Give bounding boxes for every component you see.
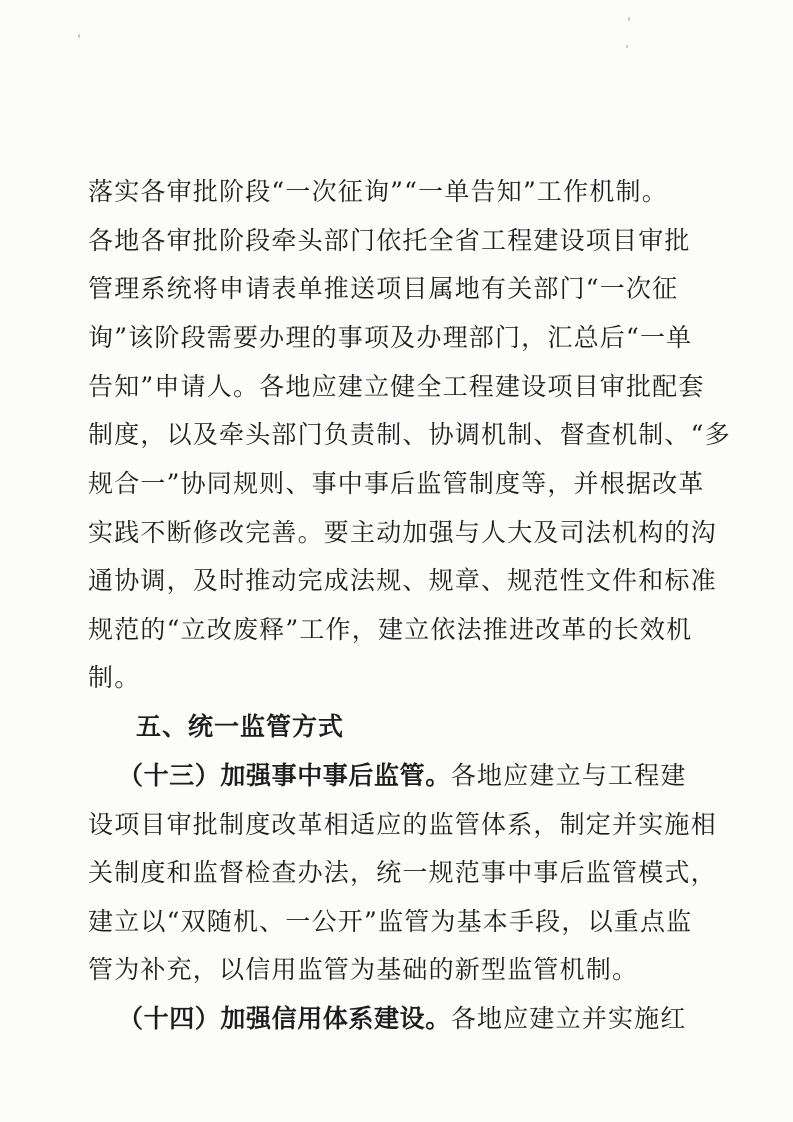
paragraph-line: 关制度和监督检查办法，统一规范事中事后监管模式， — [88, 858, 717, 887]
item-13-text: 各地应建立与工程建 — [450, 761, 687, 790]
paragraph-line: 各地各审批阶段牵头部门依托全省工程建设项目审批 — [88, 226, 691, 255]
section-heading: 五、统一监管方式 — [136, 712, 345, 741]
item-14-first-line — [118, 999, 713, 1039]
paragraph-line: 管为补充，以信用监管为基础的新型监管机制。 — [88, 955, 639, 984]
paragraph-line: 建立以“双随机、一公开”监管为基本手段，以重点监 — [88, 907, 693, 936]
paragraph-line: 通协调，及时推动完成法规、规章、规范性文件和标准 — [88, 566, 717, 595]
paragraph-line: 告知”申请人。各地应建立健全工程建设项目审批配套 — [88, 372, 705, 401]
item-14-title: （十四）加强信用体系建设。 — [118, 1004, 451, 1033]
paragraph-line: 管理系统将申请表单推送项目属地有关部门“一次征 — [88, 274, 679, 303]
scan-speck — [628, 17, 630, 21]
paragraph-line: 实践不断修改完善。要主动加强与人大及司法机构的沟 — [88, 518, 717, 547]
paragraph-line: 落实各审批阶段“一次征询”“一单告知”工作机制。 — [88, 177, 668, 206]
paragraph-line: 规范的“立改废释”工作，建立依法推进改革的长效机 — [88, 615, 693, 644]
paragraph-line: 设项目审批制度改革相适应的监管体系，制定并实施相 — [88, 810, 717, 839]
scan-speck — [626, 45, 628, 48]
paragraph-line: 制度，以及牵头部门负责制、协调机制、督查机制、“多 — [88, 420, 731, 449]
item-14-text: 各地应建立并实施红 — [450, 1004, 687, 1033]
paragraph-line: 规合一”协同规则、事中事后监管制度等，并根据改革 — [88, 469, 705, 498]
paragraph-line: 制。 — [88, 663, 141, 692]
paragraph-line: 询”该阶段需要办理的事项及办理部门，汇总后“一单 — [88, 323, 693, 352]
item-13-first-line — [118, 756, 713, 796]
item-13-title: （十三）加强事中事后监管。 — [118, 761, 451, 790]
scan-speck — [78, 34, 80, 38]
